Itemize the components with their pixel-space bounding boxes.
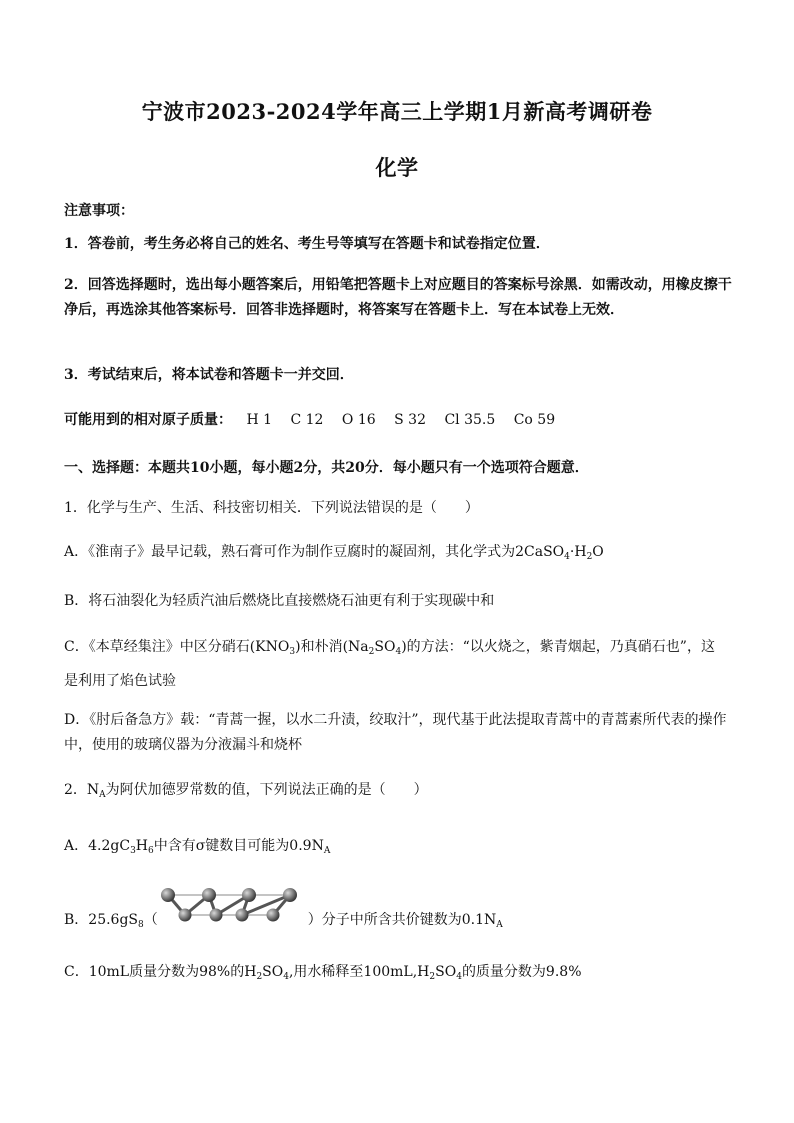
notice-item-3: 3．考试结束后，将本试卷和答题卡一并交回． <box>64 367 354 383</box>
q2-c-text: SO <box>262 964 284 980</box>
q1-option-d-line2: 中，使用的玻璃仪器为分液漏斗和烧杯 <box>64 737 302 753</box>
atomic-mass-value: S 32 <box>394 412 426 428</box>
q1-option-c-line2: 是利用了焰色试验 <box>64 673 176 689</box>
q1-option-d-line1: D．《肘后备急方》载：“青蒿一握，以水二升渍，绞取汁”，现代基于此法提取青蒿中的青蒿素所代表的操作 <box>64 712 727 728</box>
notice-item-1: 1．答卷前，考生务必将自己的姓名、考生号等填写在答题卡和试卷指定位置． <box>64 236 550 252</box>
q1-a-text: ·H <box>569 544 587 560</box>
q1-option-b: B．将石油裂化为轻质汽油后燃烧比直接燃烧石油更有利于实现碳中和 <box>64 593 495 609</box>
atomic-mass-value: O 16 <box>341 412 376 428</box>
q2-a-text: 中含有σ键数目可能为0.9N <box>153 838 324 854</box>
subject-title: 化学 <box>375 155 419 180</box>
q1-a-text: A．《淮南子》最早记载，熟石膏可作为制作豆腐时的凝固剂，其化学式为2CaSO <box>64 544 565 560</box>
q2-c-sub: 2 <box>256 972 263 982</box>
q2-stem-sub: A <box>99 790 106 800</box>
q1-c-text: SO <box>374 639 396 655</box>
q2-stem-text: 为阿伏加德罗常数的值，下列说法正确的是（ ） <box>105 782 428 798</box>
q2-b-text: （ <box>143 912 158 928</box>
q2-option-a <box>64 835 330 855</box>
q2-c-text: SO <box>435 964 457 980</box>
q1-a-sub: 4 <box>564 552 570 562</box>
q2-option-c <box>64 961 582 981</box>
q2-a-sub: 3 <box>130 846 136 856</box>
q2-c-text: ,用水稀释至100mL,H <box>288 964 430 980</box>
q2-stem-text: 2．N <box>64 782 100 798</box>
q1-c-text: C．《本草经集注》中区分硝石(KNO <box>64 639 290 655</box>
atomic-mass-value: Co 59 <box>513 412 556 428</box>
q2-a-sub: A <box>323 846 331 856</box>
section-1-heading: 一、选择题：本题共10小题，每小题2分，共20分．每小题只有一个选项符合题意． <box>64 460 589 476</box>
s8-molecule-icon <box>160 887 310 927</box>
atomic-mass-value: H 1 <box>246 412 273 428</box>
q1-option-c-line1 <box>64 636 715 656</box>
q2-b-sub: A <box>496 920 503 930</box>
atomic-masses <box>64 409 569 429</box>
q2-c-sub: 4 <box>456 972 462 982</box>
exam-title: 宁波市2023-2024学年高三上学期1月新高考调研卷 <box>141 99 653 124</box>
atomic-mass-value: C 12 <box>290 412 324 428</box>
notice-item-2: 2．回答选择题时，选出每小题答案后，用铅笔把答题卡上对应题目的答案标号涂黑．如需改动，用橡皮擦干净后，再选涂其他答案标号．回答非选择题时，将答案写在答题卡上．写在本试卷上无效． <box>64 277 732 318</box>
q1-a-sub: 2 <box>586 552 593 562</box>
q1-c-sub: 3 <box>289 647 296 657</box>
q1-c-sub: 4 <box>395 647 402 657</box>
q1-c-text: )和朴消(Na <box>295 639 369 655</box>
q2-b-text: ）分子中所含共价键数为0.1N <box>307 912 497 928</box>
atomic-masses-label: 可能用到的相对原子质量： <box>64 412 232 428</box>
q2-a-text: A．4.2gC <box>64 838 131 854</box>
q1-c-sub: 2 <box>368 647 375 657</box>
notice-heading: 注意事项： <box>64 203 134 219</box>
q2-c-text: C．10mL质量分数为98%的H <box>64 964 257 980</box>
q2-b-sub: 8 <box>138 920 144 930</box>
q1-c-text: )的方法：“以火烧之，紫青烟起，乃真硝石也”，这 <box>401 639 715 655</box>
q1-stem: 1．化学与生产、生活、科技密切相关．下列说法错误的是（ ） <box>64 500 479 516</box>
q2-c-text: 的质量分数为9.8% <box>461 964 582 980</box>
q2-c-sub: 2 <box>429 972 436 982</box>
atomic-mass-value: Cl 35.5 <box>444 412 496 428</box>
q2-a-text: H <box>135 838 149 854</box>
q2-stem <box>64 779 428 799</box>
q2-c-sub: 4 <box>283 972 289 982</box>
q2-a-sub: 6 <box>148 846 154 856</box>
q2-b-text: B．25.6gS <box>64 912 139 928</box>
q1-option-a <box>64 541 604 561</box>
q1-a-text: O <box>592 544 604 560</box>
